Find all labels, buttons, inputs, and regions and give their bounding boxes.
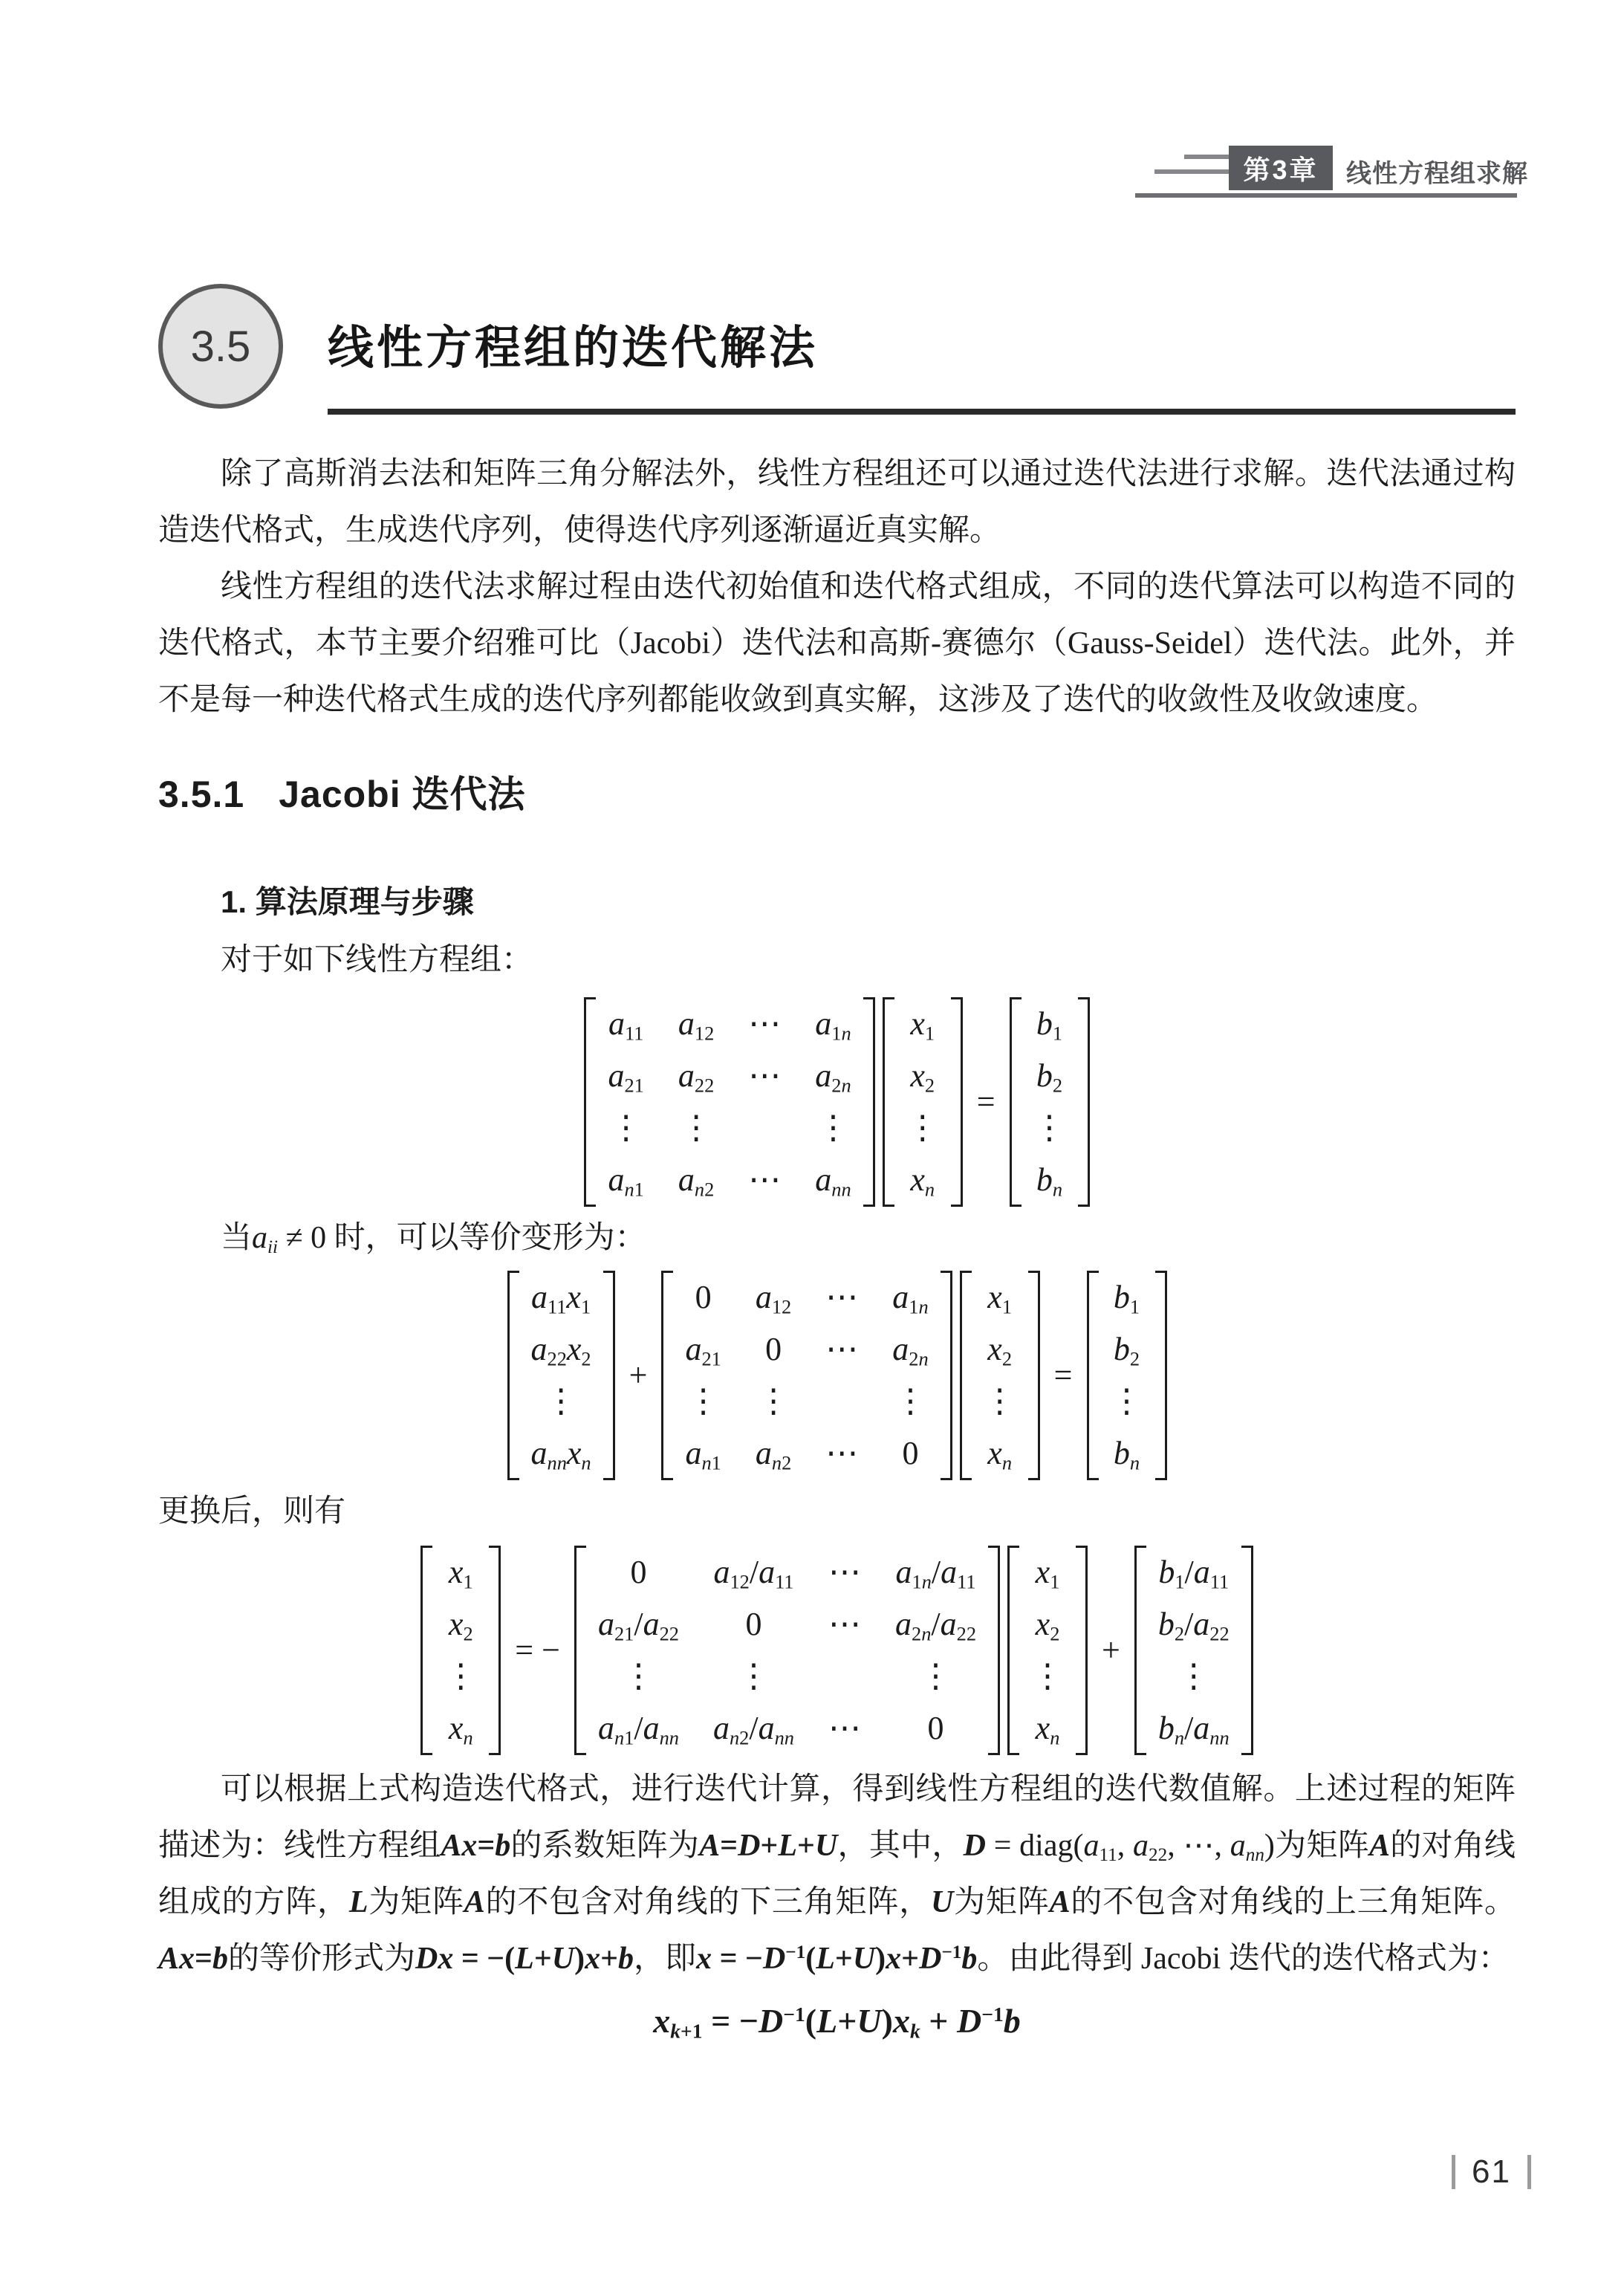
matrix-cells bbox=[432, 1546, 489, 1755]
matrix-cell: $b_1/a_{11}$ bbox=[1158, 1554, 1230, 1593]
matrix bbox=[1134, 1546, 1253, 1755]
matrix-cell: ⋮ bbox=[906, 1109, 939, 1146]
matrix-cell: ⋮ bbox=[444, 1658, 478, 1694]
matrix bbox=[1087, 1271, 1167, 1480]
matrix-cell: ⋮ bbox=[737, 1658, 770, 1694]
matrix-cell: 0 bbox=[695, 1279, 712, 1315]
jacobi-formula-math: $x_{k+1} = -D^{-1}(L+U)x_k + D^{-1}b$ bbox=[653, 2002, 1021, 2043]
matrix-cell: 0 bbox=[902, 1435, 919, 1471]
matrix-cell: ⋯ bbox=[748, 1057, 782, 1094]
footer-bar-left bbox=[1452, 2155, 1455, 2189]
equation-operator: + bbox=[629, 1357, 648, 1393]
matrix-cell: $a_{n1}$ bbox=[608, 1161, 644, 1201]
matrix-cell: $a_{12}$ bbox=[678, 1005, 715, 1045]
matrix-bracket-right bbox=[1155, 1271, 1167, 1480]
matrix-cells bbox=[673, 1271, 940, 1480]
jacobi-iteration-formula bbox=[158, 1999, 1516, 2043]
matrix-bracket-right bbox=[1241, 1546, 1253, 1755]
matrix-bracket-left bbox=[1010, 997, 1022, 1207]
section-title: 线性方程组的迭代解法 bbox=[328, 322, 819, 374]
matrix bbox=[507, 1271, 615, 1480]
matrix-cells bbox=[596, 997, 863, 1207]
matrix-cell: $a_{nn}$ bbox=[815, 1161, 851, 1201]
step-heading: 1. 算法原理与步骤 bbox=[221, 884, 474, 919]
matrix-bracket-left bbox=[883, 997, 894, 1207]
matrix-bracket-left bbox=[1134, 1546, 1146, 1755]
matrix-cell: $a_{12}$ bbox=[755, 1279, 792, 1318]
matrix-bracket-left bbox=[960, 1271, 972, 1480]
matrix-cell: ⋯ bbox=[828, 1710, 861, 1746]
matrix-cell: 0 bbox=[630, 1554, 647, 1590]
matrix-bracket-left bbox=[574, 1546, 586, 1755]
matrix-cell: $b_1$ bbox=[1113, 1279, 1140, 1318]
matrix-bracket-left bbox=[420, 1546, 432, 1755]
matrix-cell: $a_{1n}$ bbox=[815, 1005, 851, 1045]
matrix-cell: $b_1$ bbox=[1036, 1005, 1063, 1045]
matrix-cell: ⋮ bbox=[686, 1383, 720, 1419]
section-number: 3.5 bbox=[190, 322, 251, 371]
matrix bbox=[1007, 1546, 1088, 1755]
matrix-cell: $b_2$ bbox=[1036, 1057, 1063, 1097]
matrix-cell: $a_{11}$ bbox=[608, 1005, 644, 1045]
matrix-cell: $a_{n1}$ bbox=[685, 1435, 721, 1474]
matrix-cell: $a_{1n}/a_{11}$ bbox=[895, 1554, 976, 1593]
intro-paragraph-2: 线性方程组的迭代法求解过程由迭代初始值和迭代格式组成，不同的迭代算法可以构造不同的迭代格式，本节主要介绍雅可比（Jacobi）迭代法和高斯-赛德尔（Gauss-Seidel）迭代法。此外，并不是每一种迭代格式生成的迭代序列都能收敛到真实解，这涉及了迭代的收敛性及收敛速度。 bbox=[158, 570, 1516, 717]
chapter-badge bbox=[1229, 146, 1333, 190]
matrix-cells bbox=[586, 1546, 988, 1755]
footer-bar-right bbox=[1527, 2155, 1531, 2189]
matrix-cell: 0 bbox=[765, 1331, 782, 1367]
matrix-equation-1 bbox=[158, 997, 1516, 1207]
matrix bbox=[574, 1546, 1000, 1755]
matrix-cell: $x_n$ bbox=[1035, 1710, 1060, 1749]
matrix-cell: $a_{2n}/a_{22}$ bbox=[895, 1606, 977, 1645]
matrix-cell: $x_1$ bbox=[448, 1554, 473, 1593]
matrix-cell: $a_{2n}$ bbox=[815, 1057, 851, 1097]
line-transform: 更换后，则有 bbox=[158, 1494, 346, 1529]
chapter-banner bbox=[1135, 146, 1528, 202]
equation-operator: = bbox=[976, 1083, 995, 1120]
matrix-cell: ⋮ bbox=[545, 1383, 578, 1419]
matrix-cells bbox=[1099, 1271, 1155, 1480]
matrix-cell: $a_{21}$ bbox=[608, 1057, 644, 1097]
matrix-bracket-right bbox=[489, 1546, 501, 1755]
matrix-cells bbox=[894, 997, 951, 1207]
matrix-bracket-left bbox=[507, 1271, 519, 1480]
matrix-cell: ⋯ bbox=[748, 1161, 782, 1198]
matrix-cells bbox=[519, 1271, 603, 1480]
matrix-cells bbox=[1146, 1546, 1241, 1755]
matrix-cell: 0 bbox=[745, 1606, 762, 1642]
matrix-cell: ⋮ bbox=[894, 1383, 927, 1419]
matrix-bracket-right bbox=[951, 997, 963, 1207]
matrix-cell: $b_2$ bbox=[1113, 1331, 1140, 1370]
matrix bbox=[1010, 997, 1090, 1207]
equation-operator: + bbox=[1102, 1632, 1120, 1668]
matrix-bracket-left bbox=[1007, 1546, 1019, 1755]
matrix-cell: $a_{n2}$ bbox=[755, 1435, 792, 1474]
matrix-equation-2 bbox=[158, 1271, 1516, 1480]
matrix-bracket-right bbox=[941, 1271, 952, 1480]
matrix-cell: $x_2$ bbox=[448, 1606, 473, 1645]
matrix-cell: ⋮ bbox=[983, 1383, 1016, 1419]
matrix-cell: $a_{11}x_1$ bbox=[530, 1279, 591, 1318]
matrix-equation-3 bbox=[158, 1546, 1516, 1755]
matrix-cell: 0 bbox=[927, 1710, 944, 1746]
matrix-cell: ⋮ bbox=[609, 1109, 643, 1146]
matrix-cell: $a_{21}/a_{22}$ bbox=[597, 1606, 679, 1645]
matrix-cell: $a_{22}x_2$ bbox=[530, 1331, 591, 1370]
chapter-badge-label: 第3章 bbox=[1243, 154, 1319, 185]
matrix-cell: ⋯ bbox=[828, 1606, 861, 1642]
matrix bbox=[584, 997, 874, 1207]
section-heading bbox=[158, 284, 1516, 425]
matrix-cell: $x_n$ bbox=[448, 1710, 473, 1749]
matrix-bracket-right bbox=[988, 1546, 1000, 1755]
matrix-bracket-right bbox=[1078, 997, 1090, 1207]
matrix-cell: $a_{12}/a_{11}$ bbox=[713, 1554, 794, 1593]
matrix-cells bbox=[1022, 997, 1078, 1207]
matrix-cell: $b_n$ bbox=[1036, 1161, 1063, 1201]
matrix-cell: $a_{21}$ bbox=[685, 1331, 721, 1370]
subsection-heading bbox=[158, 770, 1516, 819]
matrix-bracket-right bbox=[603, 1271, 615, 1480]
matrix-bracket-right bbox=[863, 997, 875, 1207]
matrix-cell: ⋮ bbox=[680, 1109, 713, 1146]
matrix-cell: ⋮ bbox=[816, 1109, 850, 1146]
page-footer bbox=[1452, 2153, 1531, 2191]
matrix-cell: ⋮ bbox=[757, 1383, 790, 1419]
matrix-cell: $x_n$ bbox=[987, 1435, 1013, 1474]
matrix-bracket-right bbox=[1028, 1271, 1040, 1480]
matrix-cell: $a_{1n}$ bbox=[892, 1279, 929, 1318]
matrix-cell: $x_1$ bbox=[1035, 1554, 1060, 1593]
matrix-cell: ⋯ bbox=[825, 1279, 859, 1315]
subsection-number: 3.5.1 bbox=[158, 774, 245, 815]
section-underline bbox=[328, 409, 1516, 415]
matrix-cell: ⋯ bbox=[825, 1435, 859, 1471]
matrix bbox=[661, 1271, 952, 1480]
matrix-cell: $a_{nn}x_n$ bbox=[530, 1435, 591, 1474]
matrix-cell: ⋯ bbox=[825, 1331, 859, 1367]
matrix-cell: ⋮ bbox=[1177, 1658, 1210, 1694]
matrix-cell: ⋮ bbox=[1031, 1658, 1065, 1694]
matrix-bracket-left bbox=[584, 997, 596, 1207]
matrix-cell: ⋯ bbox=[828, 1554, 861, 1590]
subsection-title: Jacobi 迭代法 bbox=[279, 774, 526, 815]
matrix-bracket-left bbox=[661, 1271, 673, 1480]
matrix-cell: $a_{22}$ bbox=[678, 1057, 715, 1097]
section-number-circle bbox=[158, 284, 283, 409]
matrix-cell: $x_n$ bbox=[910, 1161, 935, 1201]
matrix bbox=[960, 1271, 1040, 1480]
matrix-cell: $x_2$ bbox=[910, 1057, 935, 1097]
equation-operator: = − bbox=[515, 1632, 560, 1668]
chapter-title: 线性方程组求解 bbox=[1346, 160, 1528, 188]
matrix-cell: $x_2$ bbox=[987, 1331, 1013, 1370]
matrix bbox=[420, 1546, 501, 1755]
matrix-description-paragraph: 可以根据上式构造迭代格式，进行迭代计算，得到线性方程组的迭代数值解。上述过程的矩阵描述为：线性方程组Ax=b的系数矩阵为A=D+L+U，其中，$D = diag(a_{11}$, $a_{22}$, ⋯, $a_{nn}$)为矩阵A的对角线组成的方阵，L为矩阵A的不包含对角线的下三角矩阵，U为矩阵A的不包含对角线的上三角矩阵。Ax=b的等价形式为Dx = −(L+U)x+b，即$x = -D^{-1}(L+U)x+D^{-1}b$。由此得到 Jacobi 迭代的迭代格式为： bbox=[158, 1772, 1516, 1976]
matrix-cell: $b_n/a_{nn}$ bbox=[1157, 1710, 1230, 1749]
line-condition: 当$a_{ii} \ne 0$ 时，可以等价变形为： bbox=[221, 1221, 646, 1258]
matrix-cell: $a_{n2}/a_{nn}$ bbox=[712, 1710, 794, 1749]
banner-decor-line-top bbox=[1184, 155, 1229, 159]
matrix-cell: $a_{n2}$ bbox=[678, 1161, 715, 1201]
matrix-cells bbox=[972, 1271, 1028, 1480]
page-number: 61 bbox=[1472, 2153, 1511, 2190]
matrix-cell: ⋮ bbox=[1033, 1109, 1066, 1146]
matrix-cell: $b_n$ bbox=[1113, 1435, 1140, 1474]
matrix-cell: ⋮ bbox=[622, 1658, 655, 1694]
matrix-cells bbox=[1019, 1546, 1076, 1755]
equation-operator: = bbox=[1053, 1357, 1073, 1393]
matrix-cell: $b_2/a_{22}$ bbox=[1157, 1606, 1230, 1645]
matrix-bracket-left bbox=[1087, 1271, 1099, 1480]
matrix-bracket-right bbox=[1076, 1546, 1088, 1755]
matrix-cell: $a_{2n}$ bbox=[892, 1331, 929, 1370]
matrix-cell: $x_1$ bbox=[910, 1005, 935, 1045]
page-content bbox=[158, 446, 1516, 2043]
matrix-cell: $x_1$ bbox=[987, 1279, 1013, 1318]
line-system-intro: 对于如下线性方程组： bbox=[221, 943, 533, 977]
matrix-cell: $x_2$ bbox=[1035, 1606, 1060, 1645]
banner-underline bbox=[1135, 193, 1517, 198]
matrix-cell: $a_{n1}/a_{nn}$ bbox=[597, 1710, 679, 1749]
matrix-cell: ⋮ bbox=[919, 1658, 952, 1694]
banner-decor-line-middle bbox=[1154, 169, 1229, 174]
matrix-cell: ⋮ bbox=[1110, 1383, 1143, 1419]
matrix bbox=[883, 997, 963, 1207]
matrix-cell: ⋯ bbox=[748, 1005, 782, 1042]
intro-paragraph-1: 除了高斯消去法和矩阵三角分解法外，线性方程组还可以通过迭代法进行求解。迭代法通过构造迭代格式，生成迭代序列，使得迭代序列逐渐逼近真实解。 bbox=[158, 457, 1516, 548]
